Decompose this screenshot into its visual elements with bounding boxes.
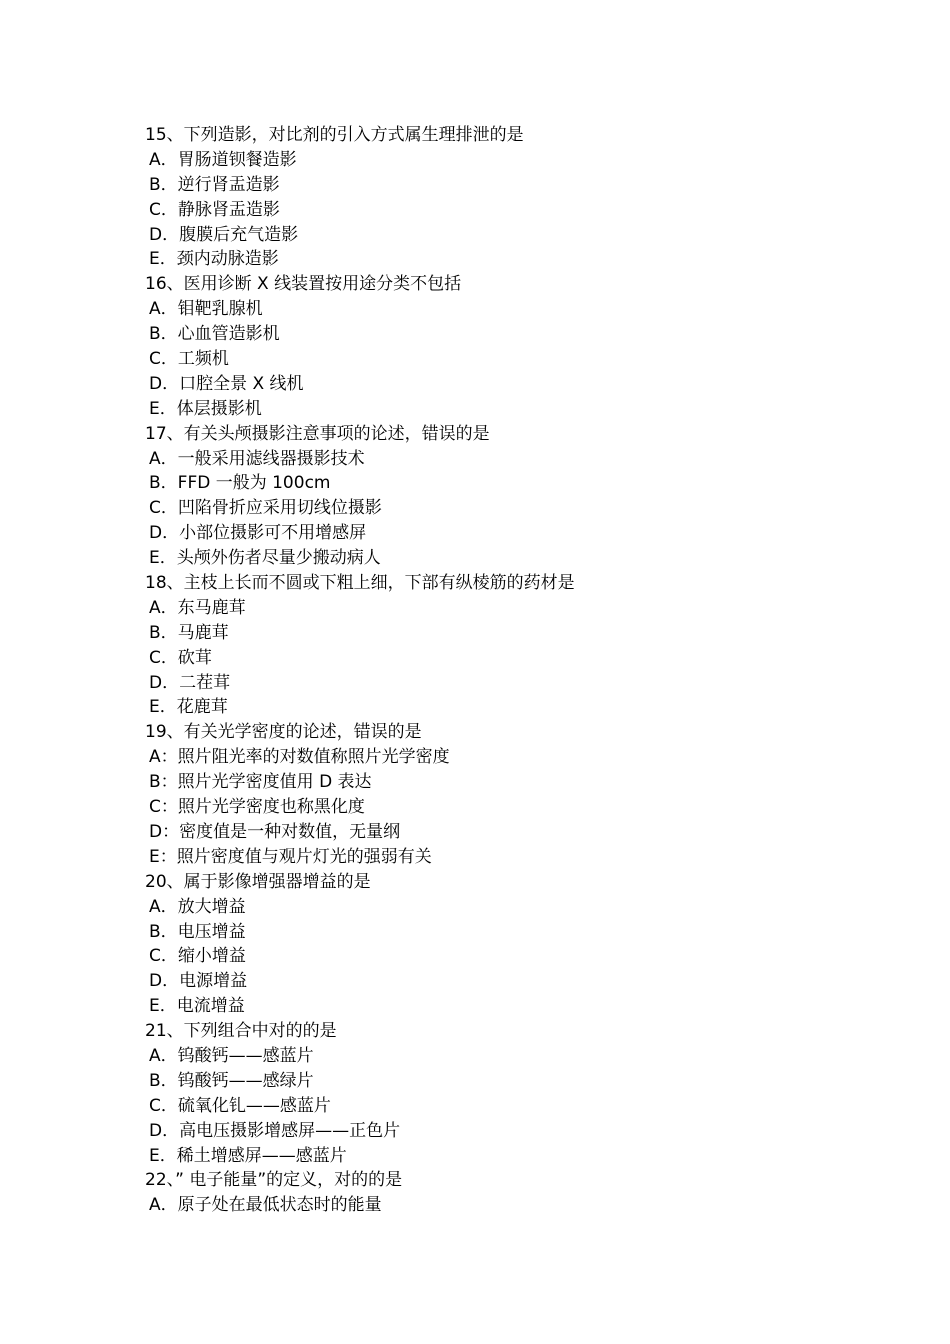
q18-option-d: D．二茬茸	[149, 672, 231, 693]
q21-option-d: D．高电压摄影增感屏——正色片	[149, 1120, 401, 1141]
q22-option-a: A．原子处在最低状态时的能量	[149, 1195, 382, 1216]
q16-option-a: A．钼靶乳腺机	[149, 299, 263, 320]
q17-option-b: B．FFD 一般为 100cm	[149, 473, 331, 494]
q20-option-e: E．电流增益	[149, 996, 245, 1017]
q16-option-b: B．心血管造影机	[149, 324, 280, 345]
q19-option-d: D：密度值是一种对数值，无量纲	[149, 821, 401, 842]
q20-option-a: A．放大增益	[149, 896, 246, 917]
q16-option-e: E．体层摄影机	[149, 398, 262, 419]
question-list	[145, 123, 845, 1218]
q15-option-a: A．胃肠道钡餐造影	[149, 149, 297, 170]
q20-option-d: D．电源增益	[149, 971, 248, 992]
q19-option-c: C：照片光学密度也称黑化度	[149, 797, 365, 818]
q20-option-b: B．电压增益	[149, 921, 246, 942]
question-17: 17、有关头颅摄影注意事项的论述，错误的是	[145, 423, 490, 444]
question-18: 18、主枝上长而不圆或下粗上细，下部有纵棱筋的药材是	[145, 573, 575, 594]
question-19: 19、有关光学密度的论述，错误的是	[145, 722, 422, 743]
q18-option-a: A．东马鹿茸	[149, 597, 246, 618]
q19-option-e: E：照片密度值与观片灯光的强弱有关	[149, 846, 432, 867]
q17-option-e: E．头颅外伤者尽量少搬动病人	[149, 548, 381, 569]
q19-option-b: B：照片光学密度值用 D 表达	[149, 772, 372, 793]
q17-option-c: C．凹陷骨折应采用切线位摄影	[149, 498, 382, 519]
q21-option-c: C．硫氧化钆——感蓝片	[149, 1095, 331, 1116]
question-21: 21、下列组合中对的的是	[145, 1021, 337, 1042]
q20-option-c: C．缩小增益	[149, 946, 246, 967]
question-20: 20、属于影像增强器增益的是	[145, 871, 371, 892]
q21-option-e: E．稀土增感屏——感蓝片	[149, 1145, 347, 1166]
q17-option-d: D．小部位摄影可不用增感屏	[149, 523, 367, 544]
q18-option-e: E．花鹿茸	[149, 697, 228, 718]
q16-option-c: C．工频机	[149, 349, 229, 370]
q17-option-a: A．一般采用滤线器摄影技术	[149, 448, 365, 469]
q21-option-b: B．钨酸钙——感绿片	[149, 1070, 314, 1091]
q21-option-a: A．钨酸钙——感蓝片	[149, 1045, 314, 1066]
question-15: 15、下列造影，对比剂的引入方式属生理排泄的是	[145, 125, 524, 145]
question-16: 16、医用诊断 X 线装置按用途分类不包括	[145, 274, 462, 295]
q15-option-d: D．腹膜后充气造影	[149, 224, 299, 245]
q15-option-b: B．逆行肾盂造影	[149, 174, 280, 195]
q15-option-e: E．颈内动脉造影	[149, 249, 279, 270]
q15-option-c: C．静脉肾盂造影	[149, 199, 280, 220]
q18-option-c: C．砍茸	[149, 647, 212, 668]
q19-option-a: A：照片阻光率的对数值称照片光学密度	[149, 747, 450, 768]
question-22: 22、” 电子能量”的定义，对的的是	[145, 1170, 403, 1191]
q18-option-b: B．马鹿茸	[149, 622, 229, 643]
q16-option-d: D．口腔全景 X 线机	[149, 373, 304, 394]
